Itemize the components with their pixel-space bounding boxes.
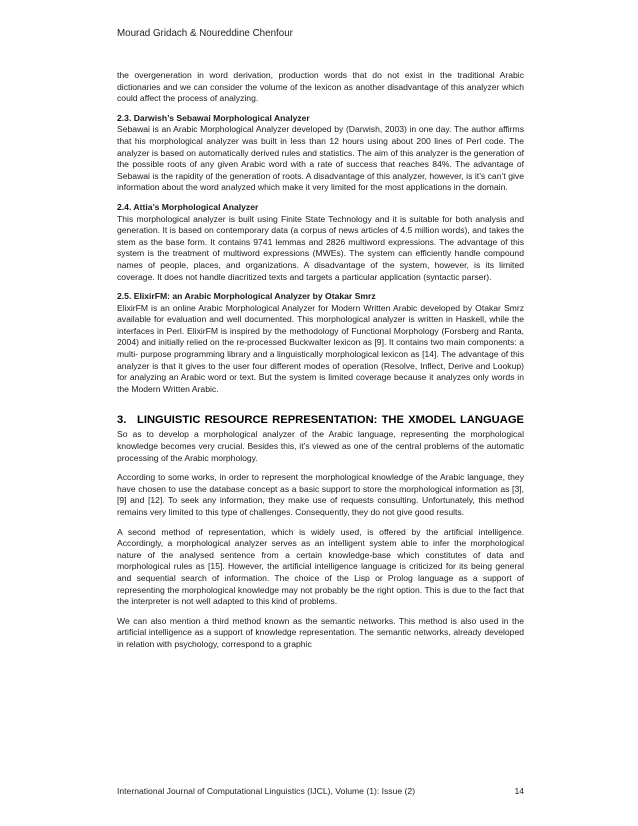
subsection-heading-2-3: 2.3. Darwish’s Sebawai Morphological Analyzer xyxy=(117,112,310,123)
running-header: Mourad Gridach & Noureddine Chenfour xyxy=(117,28,293,39)
section-3-paragraph-4: We can also mention a third method known as the semantic networks. This method is also used in the artificial intelligence as a support of knowledge representation. The semantic networks, already developed in relation with psychology, correspond to a graphic xyxy=(117,615,524,649)
section-3-paragraph-2: According to some works, in order to represent the morphological knowledge of the Arabic language, they have chosen to use the database concept as a basic support to store the morphological information as [3], [9] and [12]. To seek any information, they make use of requests consulting. Unfortunately, this method remains very limited to this type of challenges. Consequently, they do not give good results. xyxy=(117,472,524,517)
section-heading-3 xyxy=(117,413,524,427)
subsection-body-2-4: This morphological analyzer is built using Finite State Technology and it is suitable for both analysis and generation. It is based on contemporary data (a corpus of news articles of 4.5 million words), and takes the stem as the base form. It contains 9741 lemmas and 2826 multiword expressions. The advantage of this system is the treatment of multiword expressions (MWEs). The system can efficiently handle compound names of people, places, and organizations. A disadvantage of the system, however, is its limited coverage. It does not handle diacritized texts and targets a particular application (syntactic parser). xyxy=(117,213,524,282)
page-body xyxy=(117,70,524,659)
subsection-body-2-3: Sebawai is an Arabic Morphological Analyzer developed by (Darwish, 2003) in one day. The author affirms that his morphological analyzer was built in less than 12 hours using about 200 lines of Perl code. The analyzer is based on automatically derived rules and statistics. The aim of this analyzer is the generation of the possible roots of any given Arabic word with a rate of success that reaches 84%. The advantage of Sebawai is the rapidity of the generation of roots. A disadvantage of this analyzer, however, is it’s can’t give information about the word analyzed which make it very limited for the most applications in the domain. xyxy=(117,124,524,193)
subsection-heading-2-4: 2.4. Attia’s Morphological Analyzer xyxy=(117,201,259,212)
running-footer xyxy=(117,786,524,796)
section-number: 3. xyxy=(117,414,127,427)
section-title: LINGUISTIC RESOURCE REPRESENTATION: THE XMODEL LANGUAGE xyxy=(137,414,524,427)
intro-paragraph: the overgeneration in word derivation, production words that do not exist in the traditional Arabic dictionaries and we can consider the volume of the lexicon as another disadvantage of this analyzer which could affect the process of analyzing. xyxy=(117,70,524,104)
subsection-heading-2-5: 2.5. ElixirFM: an Arabic Morphological Analyzer by Otakar Smrz xyxy=(117,291,376,302)
subsection-body-2-5: ElixirFM is an online Arabic Morphological Analyzer for Modern Written Arabic developed by Otakar Smrz available for evaluation and well documented. This morphological analyzer is written in Haskell, while the interfaces in Perl. ElixirFM is inspired by the methodology of Functional Morphology (Forsberg and Ranta, 2004) and initially relied on the re-processed Buckwalter lexicon as [9]. It contains two main components: a multi- purpose programming library and a linguistically morphological lexicon as [14]. The advantage of this analyzer is that it gives to the user four different modes of operation (Resolve, Inflect, Derive and Lookup) for analyzing an Arabic word or text. But the system is limited coverage because it analyzes only words in the Modern Written Arabic. xyxy=(117,302,524,394)
page-number: 14 xyxy=(514,786,524,796)
journal-citation: International Journal of Computational Linguistics (IJCL), Volume (1): Issue (2) xyxy=(117,786,416,796)
section-3-paragraph-3: A second method of representation, which is widely used, is offered by the artificial intelligence. Accordingly, a morphological analyzer serves as an intelligent system able to infer the morphological nature of the analysed sentence from a certain knowledge-base which constitutes of data and morphological rules as [15]. However, the artificial intelligence language is criticized for its being general and sequential search of information. The choice of the Lisp or Prolog language as a support of representing the morphological knowledge may not probably be the right option. This is due to the fact that the interpreter is not well adapted to this kind of problems. xyxy=(117,526,524,607)
section-3-paragraph-1: So as to develop a morphological analyzer of the Arabic language, representing the morphological knowledge becomes very crucial. Besides this, it’s viewed as one of the central problems of the automatic processing of the Arabic morphology. xyxy=(117,429,524,463)
